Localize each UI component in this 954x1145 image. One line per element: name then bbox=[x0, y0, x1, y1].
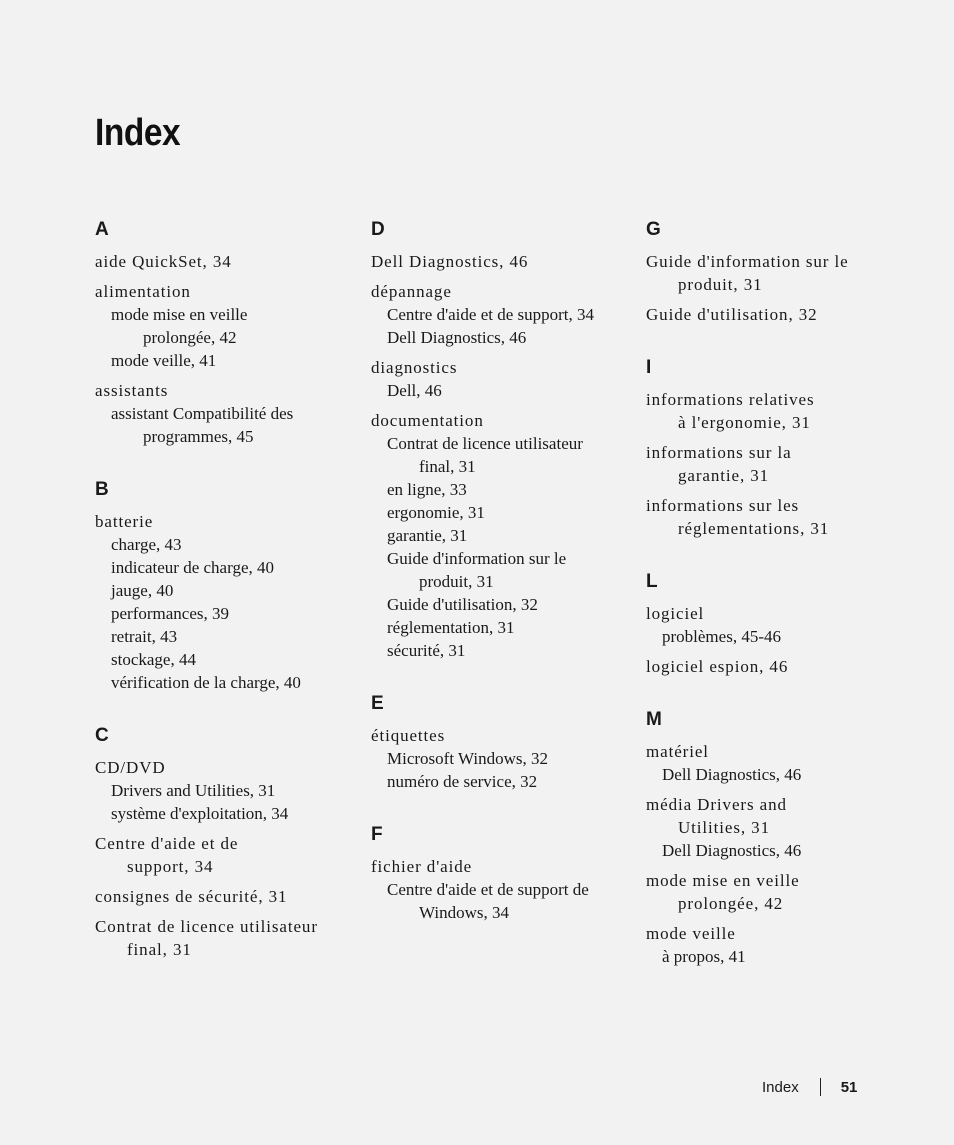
index-subterm: Centre d'aide et de support de bbox=[387, 880, 589, 899]
index-subentry bbox=[371, 770, 621, 793]
index-term-continuation: Utilities, 31 bbox=[678, 818, 770, 837]
index-term: consignes de sécurité, 31 bbox=[95, 887, 288, 906]
index-subterm: Guide d'information sur le bbox=[387, 549, 567, 568]
footer-divider bbox=[820, 1078, 821, 1096]
section-letter: L bbox=[646, 571, 658, 592]
index-entry bbox=[646, 250, 896, 296]
section-letter: D bbox=[371, 219, 385, 240]
index-term: mode veille bbox=[646, 924, 736, 943]
index-entry bbox=[646, 869, 896, 915]
index-term: diagnostics bbox=[371, 358, 458, 377]
index-subterm: mode veille, 41 bbox=[111, 351, 217, 370]
index-subentry bbox=[371, 639, 621, 662]
index-subentry bbox=[95, 533, 345, 556]
index-subterm: indicateur de charge, 40 bbox=[111, 558, 275, 577]
index-column-3 bbox=[646, 218, 896, 998]
index-term: matériel bbox=[646, 742, 709, 761]
index-subterm: réglementation, 31 bbox=[387, 618, 515, 637]
index-term: fichier d'aide bbox=[371, 857, 473, 876]
index-term: informations sur la bbox=[646, 443, 792, 462]
index-subterm: assistant Compatibilité des bbox=[111, 404, 294, 423]
index-subterm-continuation: programmes, 45 bbox=[143, 427, 254, 446]
page-footer bbox=[762, 1076, 857, 1098]
index-subterm: à propos, 41 bbox=[662, 947, 746, 966]
index-subterm: charge, 43 bbox=[111, 535, 182, 554]
footer-section-label: Index bbox=[762, 1078, 799, 1096]
index-entry bbox=[371, 280, 621, 349]
index-subentry bbox=[95, 671, 345, 694]
index-entry bbox=[95, 832, 345, 878]
index-term: CD/DVD bbox=[95, 758, 166, 777]
section-letter: A bbox=[95, 219, 109, 240]
index-term: informations relatives bbox=[646, 390, 815, 409]
index-column-2 bbox=[371, 218, 621, 954]
index-section-b bbox=[95, 478, 345, 694]
index-subterm: jauge, 40 bbox=[111, 581, 174, 600]
index-subterm: système d'exploitation, 34 bbox=[111, 804, 289, 823]
index-entry bbox=[646, 793, 896, 862]
index-subentry bbox=[646, 763, 896, 786]
index-entry bbox=[646, 922, 896, 968]
index-subentry bbox=[95, 625, 345, 648]
index-term: informations sur les bbox=[646, 496, 800, 515]
section-letter: M bbox=[646, 709, 662, 730]
index-subentry bbox=[95, 602, 345, 625]
index-section-g bbox=[646, 218, 896, 326]
index-entry bbox=[371, 356, 621, 402]
index-subentry bbox=[646, 945, 896, 968]
index-subentry bbox=[371, 501, 621, 524]
index-entry bbox=[95, 756, 345, 825]
index-entry bbox=[95, 280, 345, 372]
index-term-continuation: prolongée, 42 bbox=[678, 894, 784, 913]
page-number: 51 bbox=[840, 1078, 858, 1096]
index-subentry bbox=[371, 593, 621, 616]
section-letter: B bbox=[95, 479, 109, 500]
index-entry bbox=[95, 379, 345, 448]
index-subterm: Dell, 46 bbox=[387, 381, 442, 400]
index-subterm-continuation: produit, 31 bbox=[419, 572, 494, 591]
index-term-continuation: produit, 31 bbox=[678, 275, 763, 294]
index-subterm: retrait, 43 bbox=[111, 627, 178, 646]
index-entry bbox=[371, 855, 621, 924]
index-term: batterie bbox=[95, 512, 154, 531]
index-subentry bbox=[371, 326, 621, 349]
page-title: Index bbox=[95, 112, 181, 154]
section-letter: G bbox=[646, 219, 661, 240]
index-subterm: ergonomie, 31 bbox=[387, 503, 485, 522]
index-entry bbox=[646, 602, 896, 648]
index-subentry bbox=[371, 547, 621, 593]
index-subentry bbox=[95, 648, 345, 671]
section-letter: E bbox=[371, 693, 384, 714]
section-letter: C bbox=[95, 725, 109, 746]
index-term: aide QuickSet, 34 bbox=[95, 252, 232, 271]
index-subterm: Dell Diagnostics, 46 bbox=[387, 328, 527, 347]
index-term: média Drivers and bbox=[646, 795, 787, 814]
index-term: assistants bbox=[95, 381, 169, 400]
index-subterm-continuation: prolongée, 42 bbox=[143, 328, 237, 347]
index-term-continuation: réglementations, 31 bbox=[678, 519, 830, 538]
index-subterm: Drivers and Utilities, 31 bbox=[111, 781, 276, 800]
section-letter: I bbox=[646, 357, 652, 378]
index-term-continuation: final, 31 bbox=[127, 940, 192, 959]
index-entry bbox=[371, 409, 621, 662]
index-subentry bbox=[95, 402, 345, 448]
index-subterm: Contrat de licence utilisateur bbox=[387, 434, 583, 453]
index-subentry bbox=[95, 349, 345, 372]
index-subentry bbox=[95, 303, 345, 349]
index-entry bbox=[646, 303, 896, 326]
index-section-i bbox=[646, 356, 896, 540]
index-entry bbox=[646, 494, 896, 540]
index-subentry bbox=[371, 379, 621, 402]
index-entry bbox=[646, 441, 896, 487]
index-subentry bbox=[646, 625, 896, 648]
index-section-d bbox=[371, 218, 621, 662]
index-subterm: en ligne, 33 bbox=[387, 480, 467, 499]
index-subterm: stockage, 44 bbox=[111, 650, 196, 669]
index-subterm: vérification de la charge, 40 bbox=[111, 673, 301, 692]
index-section-m bbox=[646, 708, 896, 968]
index-subterm: garantie, 31 bbox=[387, 526, 468, 545]
index-subentry bbox=[371, 303, 621, 326]
index-subentry bbox=[95, 556, 345, 579]
index-term: dépannage bbox=[371, 282, 452, 301]
index-term: Guide d'utilisation, 32 bbox=[646, 305, 818, 324]
index-subterm: problèmes, 45-46 bbox=[662, 627, 781, 646]
index-section-a bbox=[95, 218, 345, 448]
index-term-continuation: à l'ergonomie, 31 bbox=[678, 413, 811, 432]
index-term: étiquettes bbox=[371, 726, 446, 745]
index-subentry bbox=[95, 802, 345, 825]
index-subterm: Dell Diagnostics, 46 bbox=[662, 841, 802, 860]
index-subterm-continuation: final, 31 bbox=[419, 457, 476, 476]
index-subterm: numéro de service, 32 bbox=[387, 772, 538, 791]
index-column-1 bbox=[95, 218, 345, 991]
index-entry bbox=[95, 885, 345, 908]
index-subentry bbox=[371, 616, 621, 639]
index-subentry bbox=[371, 524, 621, 547]
index-subterm: Dell Diagnostics, 46 bbox=[662, 765, 802, 784]
index-term-continuation: support, 34 bbox=[127, 857, 214, 876]
index-subentry bbox=[95, 779, 345, 802]
index-term: documentation bbox=[371, 411, 484, 430]
index-subentry bbox=[371, 478, 621, 501]
index-term: mode mise en veille bbox=[646, 871, 800, 890]
index-subentry bbox=[371, 878, 621, 924]
index-entry bbox=[646, 388, 896, 434]
index-subterm: performances, 39 bbox=[111, 604, 230, 623]
index-subterm: Guide d'utilisation, 32 bbox=[387, 595, 538, 614]
index-entry bbox=[95, 250, 345, 273]
index-subentry bbox=[371, 747, 621, 770]
index-section-l bbox=[646, 570, 896, 678]
index-entry bbox=[371, 724, 621, 793]
index-term: Dell Diagnostics, 46 bbox=[371, 252, 529, 271]
index-subterm: sécurité, 31 bbox=[387, 641, 466, 660]
index-section-e bbox=[371, 692, 621, 793]
index-section-f bbox=[371, 823, 621, 924]
index-subterm: Centre d'aide et de support, 34 bbox=[387, 305, 595, 324]
index-subentry bbox=[646, 839, 896, 862]
index-term: logiciel bbox=[646, 604, 705, 623]
index-term: Guide d'information sur le bbox=[646, 252, 849, 271]
index-subterm: Microsoft Windows, 32 bbox=[387, 749, 548, 768]
index-entry bbox=[95, 510, 345, 694]
index-subterm-continuation: Windows, 34 bbox=[419, 903, 509, 922]
index-subentry bbox=[95, 579, 345, 602]
index-subterm: mode mise en veille bbox=[111, 305, 248, 324]
index-term: alimentation bbox=[95, 282, 191, 301]
index-term: Contrat de licence utilisateur bbox=[95, 917, 318, 936]
index-section-c bbox=[95, 724, 345, 961]
index-entry bbox=[646, 740, 896, 786]
index-subentry bbox=[371, 432, 621, 478]
index-term-continuation: garantie, 31 bbox=[678, 466, 770, 485]
index-entry bbox=[371, 250, 621, 273]
index-term: Centre d'aide et de bbox=[95, 834, 239, 853]
index-entry bbox=[95, 915, 345, 961]
index-term: logiciel espion, 46 bbox=[646, 657, 789, 676]
section-letter: F bbox=[371, 824, 383, 845]
index-entry bbox=[646, 655, 896, 678]
